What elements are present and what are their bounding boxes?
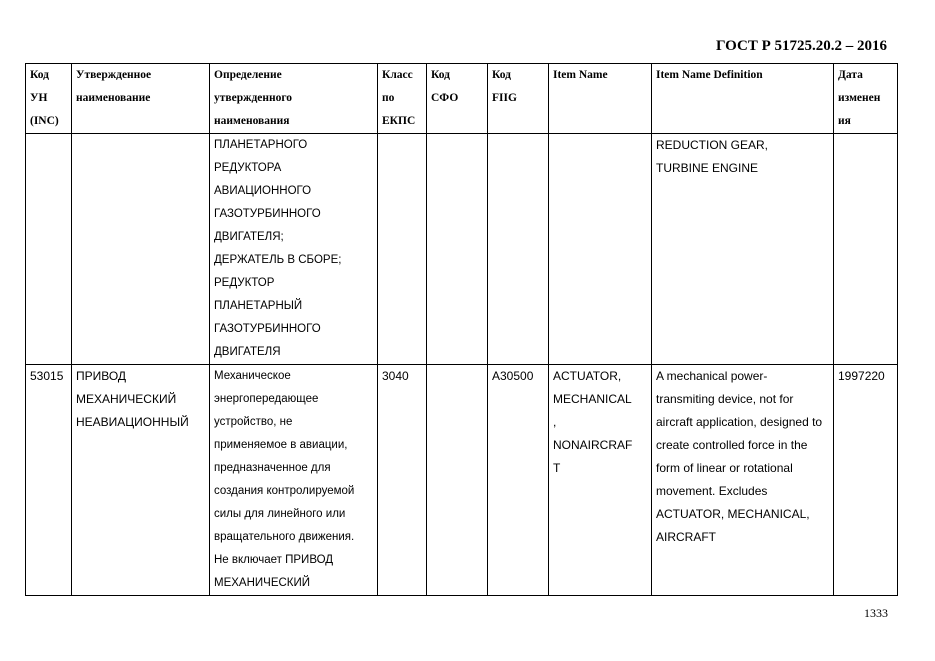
cell-class: [378, 365, 427, 596]
cell-text: вращательного движения.: [214, 531, 355, 543]
header-text: Утвержденное: [76, 69, 152, 81]
cell-text: A30500: [492, 369, 534, 383]
cell-text: TURBINE ENGINE: [656, 161, 759, 175]
cell-sfo: [427, 134, 488, 365]
nomenclature-table: [25, 63, 898, 596]
cell-text: силы для линейного или: [214, 508, 346, 520]
cell-text: РЕДУКТОР: [214, 277, 275, 289]
cell-text: МЕХАНИЧЕСКИЙ: [76, 392, 177, 406]
cell-definition: [210, 134, 378, 365]
table-header-row: [26, 64, 898, 134]
cell-text: МЕХАНИЧЕСКИЙ: [214, 577, 311, 589]
document-code: ГОСТ Р 51725.20.2 – 2016: [715, 38, 887, 54]
cell-approved-name: [72, 134, 210, 365]
cell-text: АВИАЦИОННОГО: [214, 185, 312, 197]
table-row: [26, 365, 898, 596]
cell-text: ДВИГАТЕЛЯ;: [214, 231, 284, 243]
cell-text: создания контролируемой: [214, 485, 355, 497]
cell-text: ACTUATOR,: [553, 369, 622, 383]
header-text: Код: [431, 69, 451, 81]
cell-text: РЕДУКТОРА: [214, 162, 282, 174]
table-row: [26, 134, 898, 365]
header-text: изменен: [838, 92, 881, 104]
column-header-inc: [26, 64, 72, 134]
cell-text: Механическое: [214, 370, 291, 382]
cell-inc: [26, 134, 72, 365]
header-text: наименование: [76, 92, 151, 104]
cell-text: устройство, не: [214, 416, 293, 428]
header-text: ия: [838, 115, 851, 127]
cell-text: T: [553, 461, 561, 475]
cell-text: transmiting device, not for: [656, 392, 794, 406]
cell-date: [834, 134, 898, 365]
cell-text: предназначенное для: [214, 462, 331, 474]
cell-text: ,: [553, 415, 557, 429]
column-header-sfo: [427, 64, 488, 134]
cell-text: ДВИГАТЕЛЯ: [214, 346, 281, 358]
cell-text: create controlled force in the: [656, 438, 808, 452]
cell-definition: [210, 365, 378, 596]
column-header-approved-name: [72, 64, 210, 134]
cell-text: ГАЗОТУРБИННОГО: [214, 208, 321, 220]
cell-text: ПЛАНЕТАРНЫЙ: [214, 300, 303, 312]
cell-text: REDUCTION GEAR,: [656, 138, 769, 152]
cell-text: энергопередающее: [214, 393, 319, 405]
cell-text: ПЛАНЕТАРНОГО: [214, 139, 308, 151]
header-text: Класс: [382, 69, 413, 81]
cell-text: AIRCRAFT: [656, 530, 716, 544]
header-text: ЕКПС: [382, 115, 416, 127]
header-text: наименования: [214, 115, 290, 127]
cell-text: movement. Excludes: [656, 484, 768, 498]
cell-text: 3040: [382, 369, 409, 383]
cell-text: ГАЗОТУРБИННОГО: [214, 323, 321, 335]
cell-text: aircraft application, designed to: [656, 415, 823, 429]
cell-class: [378, 134, 427, 365]
header-text: (INC): [30, 115, 59, 127]
cell-text: применяемое в авиации,: [214, 439, 348, 451]
header-text: СФО: [431, 92, 459, 104]
cell-item-name: [549, 134, 652, 365]
column-header-date: [834, 64, 898, 134]
header-text: по: [382, 92, 395, 104]
cell-item-name: [549, 365, 652, 596]
cell-text: ДЕРЖАТЕЛЬ В СБОРЕ;: [214, 254, 342, 266]
header-text: Код: [492, 69, 512, 81]
page-number: 1333: [864, 606, 888, 620]
cell-date: [834, 365, 898, 596]
column-header-item-def: [652, 64, 834, 134]
cell-approved-name: [72, 365, 210, 596]
cell-text: A mechanical power-: [656, 369, 768, 383]
cell-text: ПРИВОД: [76, 369, 127, 383]
header-text: Определение: [214, 69, 282, 81]
cell-item-def: [652, 134, 834, 365]
header-text: Код: [30, 69, 50, 81]
column-header-class: [378, 64, 427, 134]
column-header-item-name: [549, 64, 652, 134]
cell-text: MECHANICAL: [553, 392, 632, 406]
cell-text: NONAIRCRAF: [553, 438, 633, 452]
cell-text: form of linear or rotational: [656, 461, 793, 475]
cell-inc: [26, 365, 72, 596]
header-text: утвержденного: [214, 92, 293, 104]
cell-item-def: [652, 365, 834, 596]
cell-text: 1997220: [838, 369, 885, 383]
cell-sfo: [427, 365, 488, 596]
cell-text: ACTUATOR, MECHANICAL,: [656, 507, 810, 521]
header-text: Дата: [838, 69, 863, 81]
cell-fiig: [488, 365, 549, 596]
header-text: УН: [30, 92, 48, 104]
column-header-fiig: [488, 64, 549, 134]
column-header-definition: [210, 64, 378, 134]
cell-text: Не включает ПРИВОД: [214, 554, 334, 566]
header-text: Item Name: [553, 69, 608, 81]
cell-text: НЕАВИАЦИОННЫЙ: [76, 415, 189, 429]
cell-fiig: [488, 134, 549, 365]
header-text: Item Name Definition: [656, 69, 763, 81]
header-text: FIIG: [492, 92, 517, 104]
cell-text: 53015: [30, 369, 64, 383]
